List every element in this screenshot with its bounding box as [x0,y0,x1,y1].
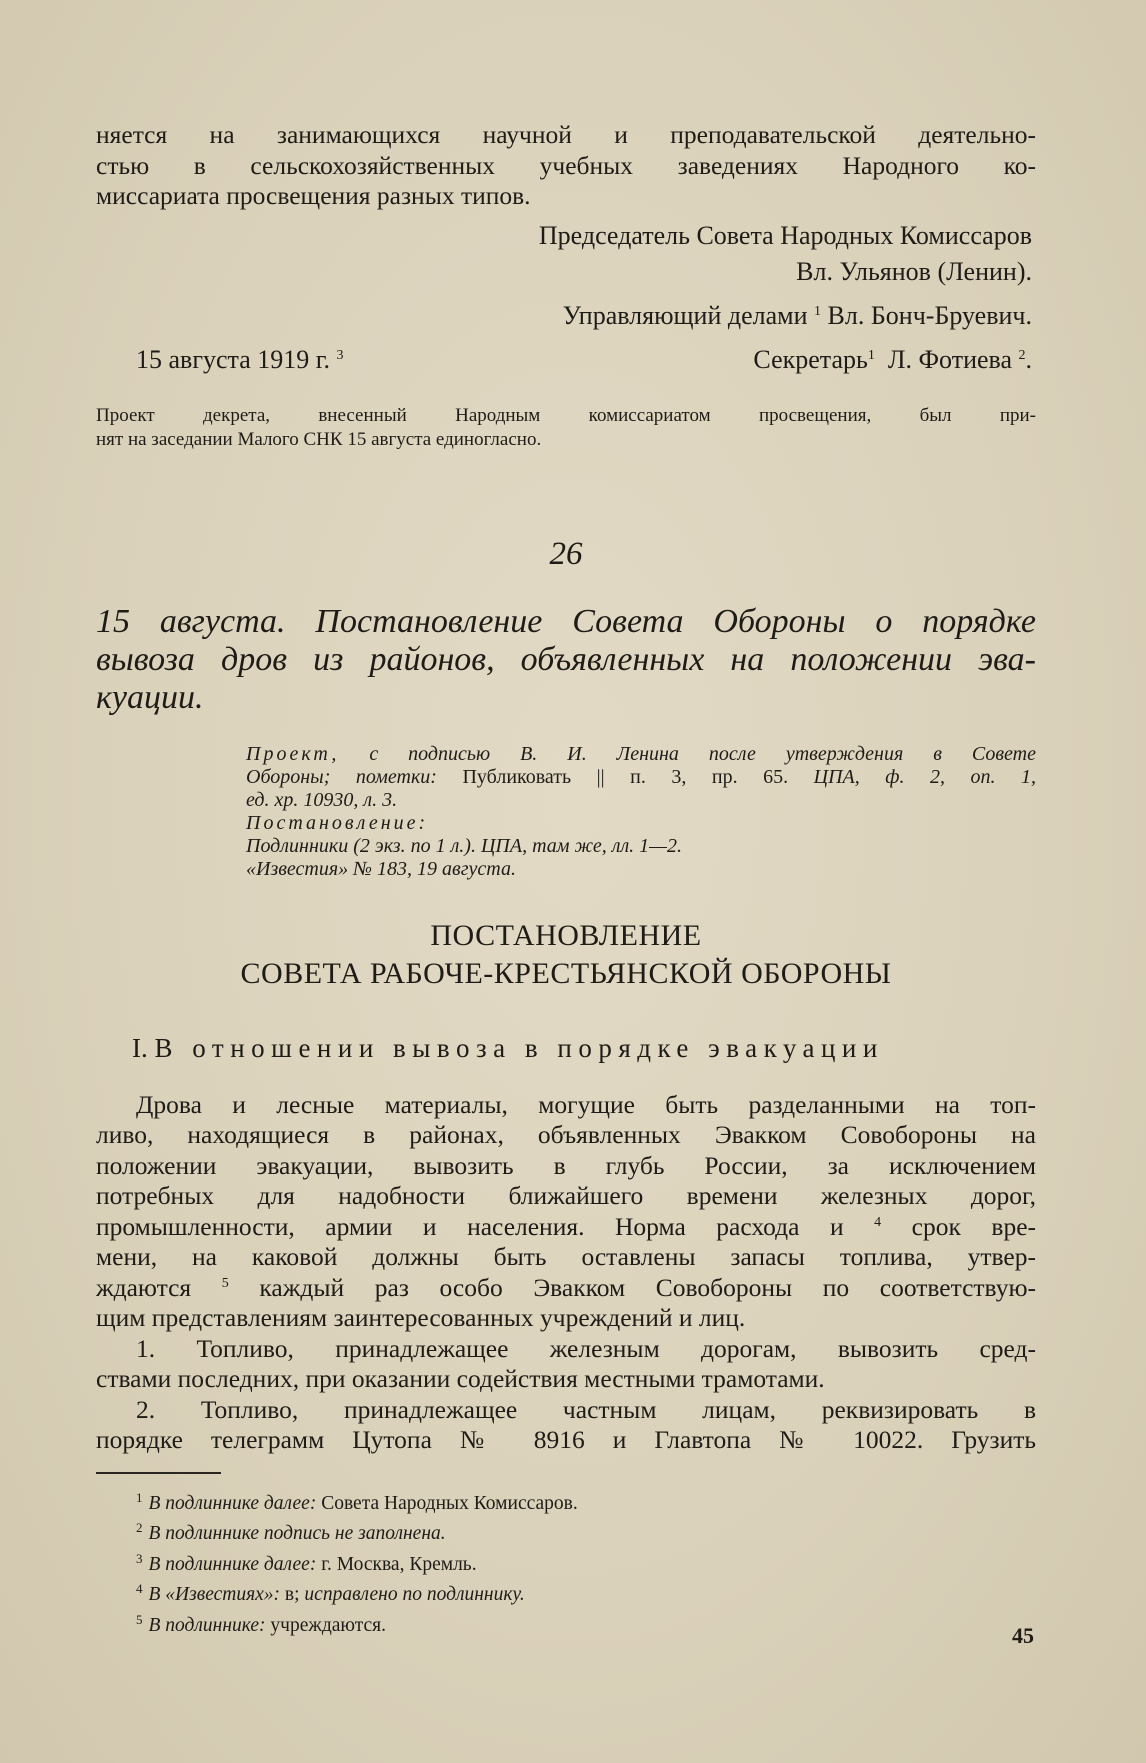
text-line: положении эвакуации, вывозить в глубь России, за исключением [96,1150,1036,1180]
text-line [96,1273,1036,1304]
text-line: 2. Топливо, принадлежащее частным лицам, реквизировать в [136,1394,1036,1424]
footnote-italic: В подлиннике далее: [148,1553,317,1575]
document-title [96,603,1036,717]
note-line: нят на заседании Малого СНК 15 августа единогласно. [96,428,542,450]
footnote [136,1577,1036,1608]
footnote-ref: 2 [1018,347,1026,363]
decree-heading [96,917,1036,993]
footnote [136,1486,1036,1517]
title-line: 15 августа. Постановление Совета Обороны о порядке [96,602,1036,640]
footnote-italic: В «Известиях»: [148,1584,281,1605]
text-part: каждый раз особо Эвакком Совобороны по соответствую- [259,1272,1036,1302]
text-line: 1. Топливо, принадлежащее железным дорогам, вывозить сред- [136,1333,1036,1363]
footnote-text: в; [284,1584,300,1605]
footnote-divider [96,1472,221,1474]
secretary-name: Л. Фотиева [887,344,1012,374]
manager-name: Вл. Бонч-Бруевич. [827,300,1032,330]
note-line: Проект декрета, внесенный Народным комиссариатом просвещения, был при- [96,404,1036,426]
section-number: I. [132,1032,148,1063]
footnote-ref: 1 [867,347,875,363]
signature-chair-name: Вл. Ульянов (Ленин). [796,256,1032,286]
text-part: срок вре- [911,1211,1037,1241]
footnote-italic: В подлиннике: [148,1614,266,1636]
footnote-ref: 5 [221,1275,229,1291]
text-line: мени, на каковой должны быть оставлены запасы топлива, утвер- [96,1242,1036,1271]
project-note [96,404,1036,452]
archive-text: ЦПА, ф. 2, оп. 1, [813,765,1037,788]
text-line: ствами последних, при оказании содействия местными трамотами. [96,1364,825,1393]
footnote-ref: 1 [814,303,822,319]
text-part: промышленности, армии и населения. Норма расхода и [96,1211,844,1241]
manager-title: Управляющий делами [562,300,808,330]
archive-line: ед. хр. 10930, л. 3. [246,788,398,811]
footnote-italic: исправлено по подлиннику. [304,1584,525,1605]
text-line: миссариата просвещения разных типов. [96,181,531,210]
text-line: потребных для надобности ближайшего времени железных дорог, [96,1181,1036,1210]
archive-text: Публиковать || п. 3, пр. 65. [462,765,789,788]
archive-line: Подлинники (2 экз. по 1 л.). ЦПА, там же, лл. 1—2. [246,834,682,857]
footnote-number: 3 [136,1550,143,1566]
footnote-italic: В подлиннике подпись не заполнена. [148,1523,446,1544]
footnote-text: Совета Народных Комиссаров. [321,1492,578,1514]
footnote-text: г. Москва, Кремль. [321,1553,477,1575]
footnote-text: учреждаются. [270,1614,386,1636]
punctuation: . [1025,344,1032,374]
footnote-italic: В подлиннике далее: [148,1492,317,1514]
secretary-title: Секретарь [753,344,868,374]
section-title [132,1033,1036,1064]
signature-manager [96,298,1032,334]
heading-line: ПОСТАНОВЛЕНИЕ [430,918,702,952]
text-line: щим представлениям заинтересованных учреждений и лиц. [96,1303,746,1332]
section-heading: В отношении вывоза в порядке эвакуации [154,1032,884,1063]
text-line [96,1212,1036,1243]
footnote-number: 2 [136,1520,143,1535]
archive-label: Проект, [246,742,340,765]
archive-text: Обороны; пометки: [246,765,437,788]
footnote-ref: 3 [336,347,344,363]
archive-line [246,743,1036,766]
archive-reference [246,743,1036,881]
main-text [96,1090,1036,1456]
footnote [136,1547,1036,1578]
text-line: ливо, находящиеся в районах, объявленных Эвакком Совобороны на [96,1120,1036,1149]
page-number: 45 [1012,1623,1034,1648]
point-1 [96,1334,1036,1395]
text-part: ждаются [96,1272,192,1302]
point-2 [96,1395,1036,1456]
archive-text: с подписью В. И. Ленина после утверждения в Совете [369,742,1036,765]
footnote-number: 5 [136,1611,143,1627]
footnote-number: 4 [136,1581,143,1596]
title-line: куации. [96,678,204,716]
footnote-number: 1 [136,1489,143,1505]
text-line: стью в сельскохозяйственных учебных заведениях Народного ко- [96,150,1036,180]
heading-line: СОВЕТА РАБОЧЕ-КРЕСТЬЯНСКОЙ ОБОРОНЫ [240,956,892,990]
footnote [136,1608,1036,1639]
document-number: 26 [549,535,583,572]
signature-chair-title: Председатель Совета Народных Комиссаров [538,220,1032,250]
title-line: вывоза дров из районов, объявленных на положении эва- [96,640,1036,678]
footnote-ref: 4 [874,1214,882,1230]
footnote [136,1516,1036,1547]
page-content [96,120,1036,1638]
top-paragraph [96,120,1036,212]
footnotes [136,1486,1036,1639]
archive-line: Постановление: [246,811,429,834]
archive-line [246,766,1036,789]
archive-line: «Известия» № 183, 19 августа. [246,857,516,880]
main-paragraph [96,1090,1036,1334]
text-line: няется на занимающихся научной и преподавательской деятельно- [96,120,1036,149]
text-line: Дрова и лесные материалы, могущие быть разделанными на топ- [136,1089,1036,1119]
date-text: 15 августа 1919 г. [136,344,330,374]
text-line: порядке телеграмм Цутопа № 8916 и Главтопа № 10022. Грузить [96,1425,1036,1454]
